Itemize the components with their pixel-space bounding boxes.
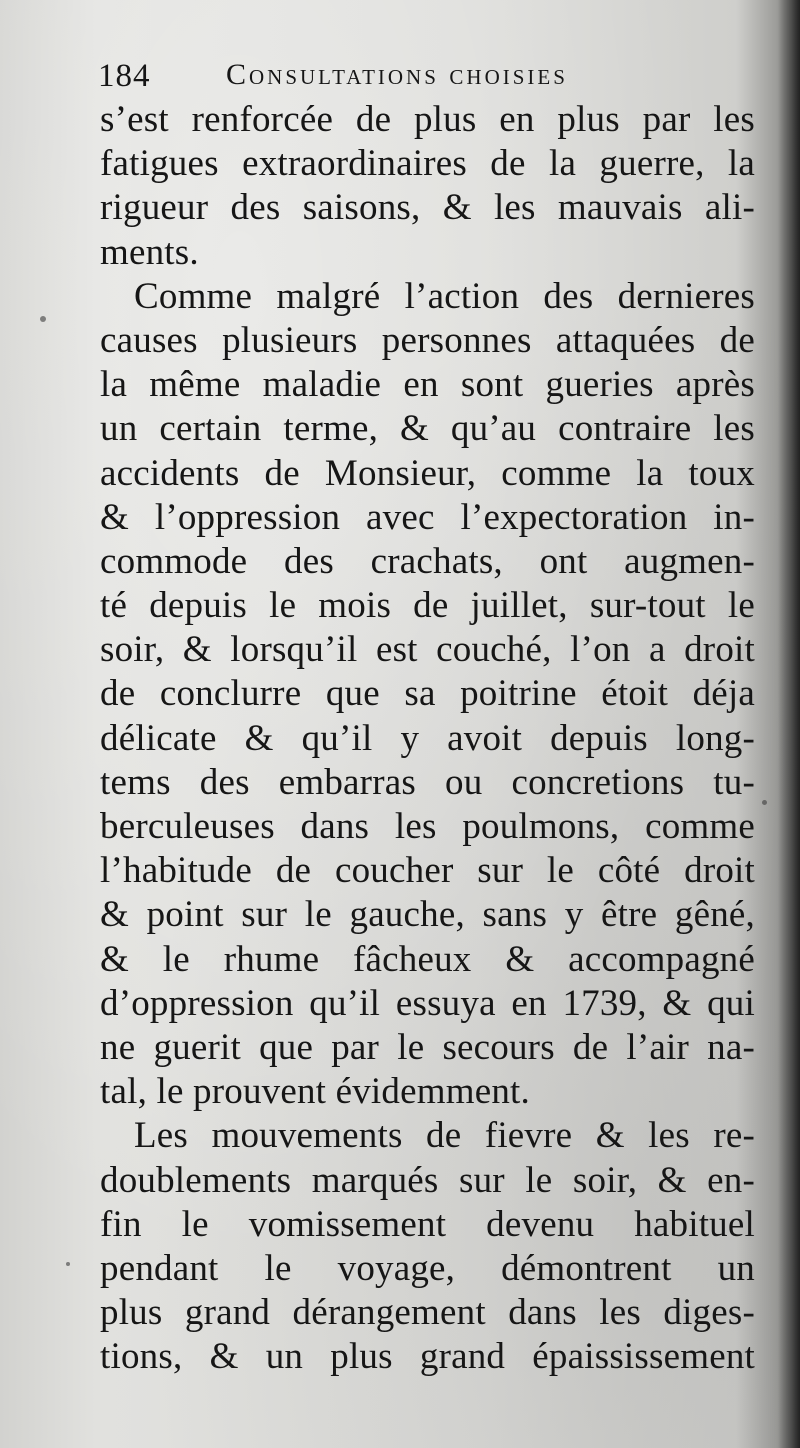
text-line: Comme malgré l’action des dernieres [134,275,755,317]
text-line: fatigues extraordinaires de la guerre, la [100,143,755,185]
text-line: fin le vomissement devenu habituel [100,1203,755,1245]
text-line: rigueur des saisons, & les mauvais ali- [100,187,755,229]
page-number: 184 [98,58,151,94]
text-line: un certain terme, & qu’au contraire les [100,408,755,450]
text-line: tal, le prouvent évidemment. [100,1071,530,1113]
text-line: ments. [100,231,199,273]
text-line: berculeuses dans les poulmons, comme [100,806,755,847]
text-line: commode des crachats, ont augmen- [100,540,755,582]
ink-speck [66,1262,70,1266]
ink-speck [762,800,767,805]
text-line: accidents de Monsieur, comme la toux [100,452,755,494]
text-line: tions, & un plus grand épaississement [100,1336,755,1378]
text-line: soir, & lorsqu’il est couché, l’on a droit [100,629,755,671]
text-line: la même maladie en sont gueries après [100,364,755,406]
running-head: Consultations choisies [226,58,568,91]
text-line: tems des embarras ou concretions tu- [100,761,755,803]
text-line: l’habitude de coucher sur le côté droit [100,850,755,892]
text-line: & l’oppression avec l’expectoration in- [100,496,755,538]
page-edge-shadow [778,0,800,1448]
text-line: pendant le voyage, démontrent un [100,1247,755,1289]
text-line: causes plusieurs personnes attaquées de [100,319,755,361]
body-text [100,98,755,1379]
page-header [98,52,738,100]
text-line: délicate & qu’il y avoit depuis long- [100,717,755,759]
text-line: ne guerit que par le secours de l’air na- [100,1026,755,1068]
text-line: de conclurre que sa poitrine étoit déja [100,673,755,715]
text-line: té depuis le mois de juillet, sur-tout le [100,585,755,627]
text-line: Les mouvements de fievre & les re- [134,1115,755,1157]
text-line: plus grand dérangement dans les diges- [100,1292,755,1334]
text-line: doublements marqués sur le soir, & en- [100,1159,755,1201]
text-line: & le rhume fâcheux & accompagné [100,938,755,980]
text-line: d’oppression qu’il essuya en 1739, & qui [100,982,755,1024]
text-line: & point sur le gauche, sans y être gêné, [100,894,755,936]
ink-speck [40,316,46,322]
text-line: s’est renforcée de plus en plus par les [100,99,755,140]
